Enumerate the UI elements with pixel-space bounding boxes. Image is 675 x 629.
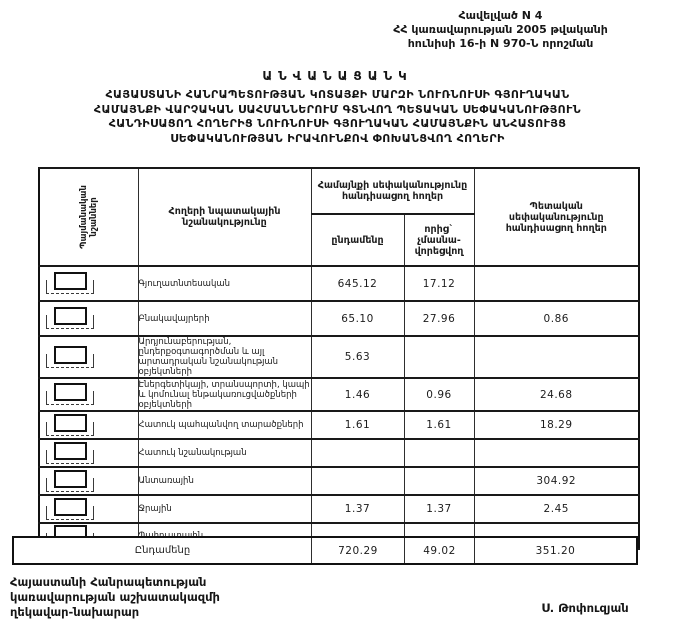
table-row [39,266,639,301]
annex-line: ՀՀ կառավարության 2005 թվականի [393,23,608,36]
symbol-cell [39,467,138,495]
table-row [39,336,639,378]
table-row [39,495,639,523]
land-category-name: Էներգետիկայի, տրանսպորտի, կապի և կոմունալ ենթակառուցվածքների օբյեկտների [138,379,310,410]
legend-box-icon [46,383,98,406]
land-category-name: Ջրային [138,495,311,523]
non-privatizable-value: 27.96 [404,301,474,336]
header-community-total: ընդամենը [311,214,404,266]
title-line: ՀԱՆԴԻՍԱՑՈՂ ՀՈՂԵՐԻՑ ՆՈՒՌՆՈՒՍԻ ԳՅՈՒՂԱԿԱՆ ՀԱՄԱՅՆՔԻՆ ԱՆՀԱՏՈՒՅՑ [108,117,567,130]
symbol-cell [39,495,138,523]
non-privatizable-value: 1.61 [404,411,474,439]
community-total-value: 5.63 [311,336,404,378]
symbol-cell [39,301,138,336]
non-privatizable-value [404,439,474,467]
non-privatizable-value [404,336,474,378]
title-line: ՀԱՄԱՅՆՔԻ ՎԱՐՉԱԿԱՆ ՍԱՀՄԱՆՆԵՐՈՒՄ ԳՏՆՎՈՂ ՊԵՏԱԿԱՆ ՍԵՓԱԿԱՆՈՒԹՅՈՒՆ [93,102,582,116]
legend-box-icon [46,307,98,330]
state-value: 24.68 [474,378,639,411]
symbol-cell [39,378,138,411]
state-value [474,266,639,301]
header-non-privatizable: որից` չմասնա- վորեցվող [404,214,474,266]
header-state-property: Պետական սեփականությունը հանդիսացող հողեր [474,168,639,266]
title-line: ՍԵՓԱԿԱՆՈՒԹՅԱՆ ԻՐԱՎՈՒՆՔՈՎ ՓՈԽԱՆՑՎՈՂ ՀՈՂԵՐԻ [170,131,505,145]
header-community-group: Համայնքի սեփականությունը հանդիսացող հողեր [311,168,474,214]
legend-box-icon [46,442,98,465]
community-total-value: 1.61 [311,411,404,439]
land-category-name: Հատուկ պահպանվող տարածքների [138,411,311,439]
symbol-cell [39,411,138,439]
signatory-title-line: կառավարության աշխատակազմի [10,590,220,604]
legend-box-icon [46,470,98,493]
legend-box-icon [46,272,98,295]
non-privatizable-value: 1.37 [404,495,474,523]
table-row [39,411,639,439]
signatory-title-block [10,575,220,620]
land-transfer-table [38,167,640,550]
state-value: 304.92 [474,467,639,495]
non-privatizable-value: 0.96 [404,378,474,411]
header-land-purpose: Հողերի նպատակային նշանակությունը [138,168,311,266]
signatory-title-line: ղեկավար-նախարար [10,605,140,619]
land-category-name: Արդյունաբերության, ընդերքօգտագործման և այլ արտադրական նշանակության օբյեկտների [138,336,311,378]
header-symbols-label: Պայմանական նշաններ [78,185,99,249]
symbol-cell [39,336,138,378]
annex-line: Հավելված N 4 [458,9,543,22]
table-row [39,301,639,336]
land-category-name: Հատուկ նշանակության [138,439,311,467]
state-value [474,439,639,467]
land-category-name: Անտառային [138,467,311,495]
legend-box-icon [46,346,98,369]
community-total-value: 1.46 [311,378,404,411]
total-non-privatizable-value: 49.02 [405,538,475,563]
annex-header [328,9,673,51]
community-total-value [311,439,404,467]
table-total-row [12,536,638,565]
community-total-value: 1.37 [311,495,404,523]
non-privatizable-value: 17.12 [404,266,474,301]
state-value: 0.86 [474,301,639,336]
title-line: ՀԱՅԱՍՏԱՆԻ ՀԱՆՐԱՊԵՏՈՒԹՅԱՆ ԿՈՏԱՅՔԻ ՄԱՐԶԻ ՆՈՒՌՆՈՒՍԻ ԳՅՈՒՂԱԿԱՆ [105,88,570,101]
total-state-value: 351.20 [535,544,576,557]
community-total-value: 645.12 [311,266,404,301]
legend-box-icon [46,498,98,521]
land-category-name: Գյուղատնտեսական [138,266,311,301]
annex-line: հունիսի 16-ի N 970-Ն որոշման [407,37,594,50]
table-row [39,378,639,411]
non-privatizable-value [404,467,474,495]
document-heading: ԱՆՎԱՆԱՑԱՆԿ [262,69,413,83]
signatory-name: Ս. Թոփուզյան [541,601,629,615]
community-total-value: 65.10 [311,301,404,336]
state-value: 2.45 [474,495,639,523]
state-value: 18.29 [474,411,639,439]
symbol-cell [39,266,138,301]
land-category-name: Բնակավայրերի [138,301,311,336]
signatory-title-line: Հայաստանի Հանրապետության [10,575,207,589]
legend-box-icon [46,414,98,437]
header-symbols [39,168,138,266]
symbol-cell [39,439,138,467]
total-label: Ընդամենը [14,538,312,563]
community-total-value [311,467,404,495]
document-title-block [0,69,675,146]
table-header-row [39,168,639,214]
total-community-value: 720.29 [312,538,405,563]
table-row [39,467,639,495]
table-row [39,439,639,467]
state-value [474,336,639,378]
